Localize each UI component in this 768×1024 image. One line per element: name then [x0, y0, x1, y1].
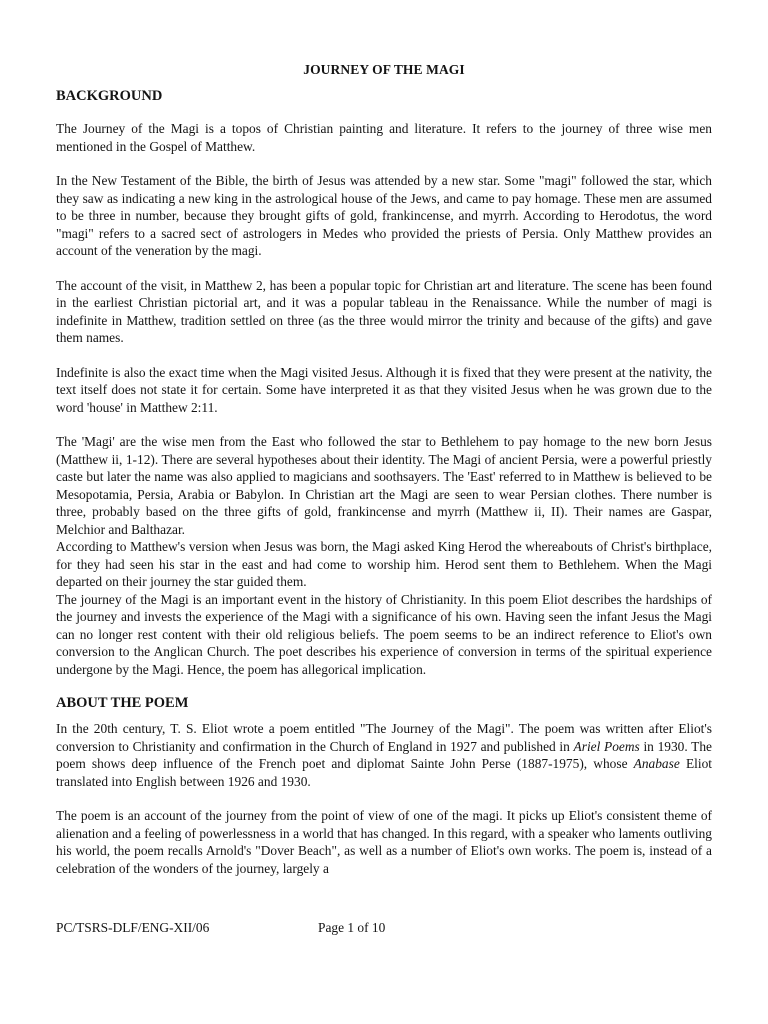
about-poem-paragraph-2: The poem is an account of the journey from the point of view of one of the magi. It picks up Eliot's consistent theme of alienation and a feeling of powerlessness in a world that has changed. In this regard, with a speaker who laments outliving his world, the poem recalls Arnold's "Dover Beach", as well as a number of Eliot's own works. The poem is, instead of a celebration of the wonders of the journey, largely a [56, 808, 712, 876]
about-poem-paragraph-1 [56, 720, 712, 790]
background-paragraph-5: The 'Magi' are the wise men from the East who followed the star to Bethlehem to pay homage to the new born Jesus (Matthew ii, 1-12). There are several hypotheses about their identity. The Magi of ancient Persia, were a powerful priestly caste but later the name was also applied to magicians and soothsayers. The 'East' referred to in Matthew is believed to be Mesopotamia, Persia, Arabia or Babylon. In Christian art the Magi are seen to wear Persian clothes. There number is three, probably based on the three gifts of gold, frankincense and myrrh (Matthew ii, II). Their names are Gaspar, Melchior and Balthazar. [56, 434, 712, 537]
about-poem-p1-text-3: Eliot translated into English between 1926 and 1930. [56, 756, 712, 789]
document-code: PC/TSRS-DLF/ENG-XII/06 [56, 920, 210, 935]
background-paragraph-1: The Journey of the Magi is a topos of Christian painting and literature. It refers to the journey of three wise men mentioned in the Gospel of Matthew. [56, 121, 712, 154]
page-number: Page 1 of 10 [318, 920, 386, 935]
background-paragraph-7: The journey of the Magi is an important event in the history of Christianity. In this poem Eliot describes the hardships of the journey and invests the experience of the Magi with a significance of his own. Having seen the infant Jesus the Magi can no longer rest content with their old religious beliefs. The poem seems to be an indirect reference to Eliot's own conversion to the Anglican Church. The poet describes his experience of conversion in terms of the spiritual experience undergone by the Magi. Hence, the poem has allegorical implication. [56, 591, 712, 677]
background-heading: BACKGROUND [56, 88, 163, 104]
about-poem-p1-text-2: in 1930. The poem shows deep influence of the French poet and diplomat Sainte John Perse (1887-1975), whose [56, 738, 712, 771]
about-poem-p1-text-1: In the 20th century, T. S. Eliot wrote a poem entitled "The Journey of the Magi". The poem was written after Eliot's conversion to Christianity and confirmation in the Church of England in 1927 and published in [56, 721, 712, 754]
background-paragraph-4: Indefinite is also the exact time when the Magi visited Jesus. Although it is fixed that they were present at the nativity, the text itself does not state it for certain. Some have interpreted it as that they visited Jesus when he was grown due to the word 'house' in Matthew 2:11. [56, 364, 712, 415]
document-page [56, 62, 712, 894]
background-paragraph-3: The account of the visit, in Matthew 2, has been a popular topic for Christian art and literature. The scene has been found in the earliest Christian pictorial art, and it was a popular tableau in the Renaissance. While the number of magi is indefinite in Matthew, tradition settled on three (as the three would mirror the trinity and because of the gifts) and gave them names. [56, 277, 712, 345]
ariel-poems-title: Ariel Poems [573, 738, 640, 754]
background-paragraph-6: According to Matthew's version when Jesus was born, the Magi asked King Herod the whereabouts of Christ's birthplace, for they had seen his star in the east and had come to worship him. Herod sent them to Bethlehem. When the Magi departed on their journey the star guided them. [56, 539, 712, 589]
anabase-title: Anabase [633, 756, 680, 771]
background-paragraph-2: In the New Testament of the Bible, the birth of Jesus was attended by a new star. Some "magi" followed the star, which they saw as indicating a new king in the astrological house of the Jews, and came to pay homage. These men are assumed to be three in number, because they brought gifts of gold, frankincense, and myrrh. According to Herodotus, the word "magi" refers to a sacred sect of astrologers in Medes who provided the priests of Persia. Only Matthew provides an account of the veneration by the magi. [56, 173, 712, 258]
about-poem-heading: ABOUT THE POEM [56, 695, 189, 711]
document-title: JOURNEY OF THE MAGI [303, 62, 465, 77]
